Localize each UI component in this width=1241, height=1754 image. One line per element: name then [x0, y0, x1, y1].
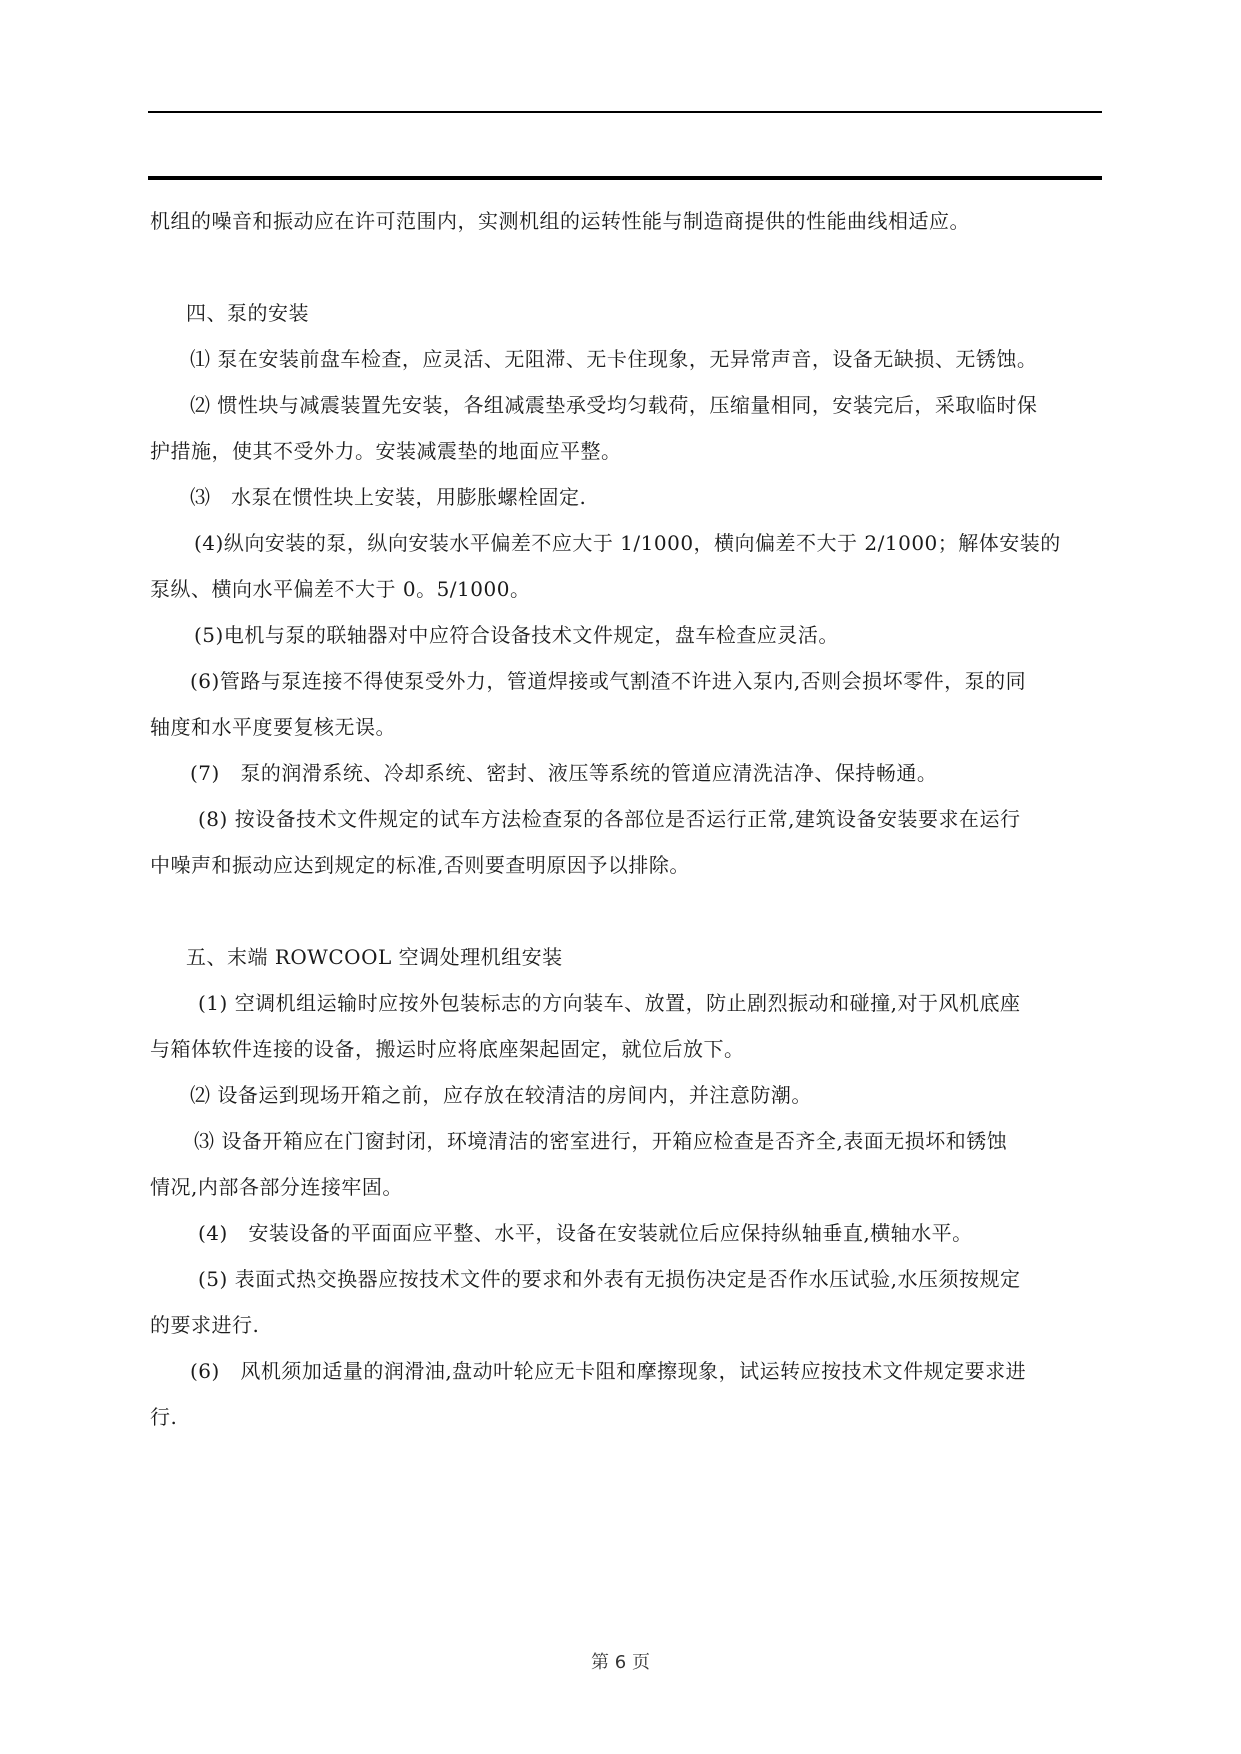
section-heading: 五、末端 ROWCOOL 空调处理机组安装 — [186, 945, 563, 969]
text-line: (5) 表面式热交换器应按技术文件的要求和外表有无损伤决定是否作水压试验,水压须按规定 — [198, 1267, 1021, 1291]
text-line: 机组的噪音和振动应在许可范围内，实测机组的运转性能与制造商提供的性能曲线相适应。 — [150, 209, 970, 233]
text-line: (6) 风机须加适量的润滑油,盘动叶轮应无卡阻和摩擦现象，试运转应按技术文件规定要求进 — [190, 1359, 1027, 1383]
text-line: 情况,内部各部分连接牢固。 — [150, 1175, 403, 1199]
text-line: (6)管路与泵连接不得使泵受外力，管道焊接或气割渣不许进入泵内,否则会损坏零件，泵的同 — [190, 669, 1027, 693]
text-line: 的要求进行. — [150, 1313, 260, 1337]
text-line: (8) 按设备技术文件规定的试车方法检查泵的各部位是否运行正常,建筑设备安装要求在运行 — [198, 807, 1021, 831]
text-line: 行. — [150, 1405, 178, 1429]
section-heading: 四、泵的安装 — [186, 301, 309, 325]
text-line: ⑵ 惯性块与减震装置先安装，各组减震垫承受均匀载荷，压缩量相同，安装完后，采取临时保 — [190, 393, 1038, 417]
text-line: ⑵ 设备运到现场开箱之前，应存放在较清洁的房间内，并注意防潮。 — [190, 1083, 812, 1107]
text-line: (5)电机与泵的联轴器对中应符合设备技术文件规定，盘车检查应灵活。 — [194, 623, 839, 647]
text-line: (4) 安装设备的平面面应平整、水平，设备在安装就位后应保持纵轴垂直,横轴水平。 — [198, 1221, 973, 1245]
page-number: 第 6 页 — [591, 1652, 650, 1673]
text-line: 中噪声和振动应达到规定的标准,否则要查明原因予以排除。 — [150, 853, 690, 877]
text-line: (4)纵向安装的泵，纵向安装水平偏差不应大于 1/1000，横向偏差不大于 2/1000；解体安装的 — [194, 531, 1061, 555]
header-rule-top — [148, 111, 1102, 113]
text-line: 与箱体软件连接的设备，搬运时应将底座架起固定，就位后放下。 — [150, 1037, 745, 1061]
text-line: (7) 泵的润滑系统、冷却系统、密封、液压等系统的管道应清洗洁净、保持畅通。 — [190, 761, 938, 785]
text-line: 泵纵、横向水平偏差不大于 0。5/1000。 — [150, 577, 531, 601]
document-body — [150, 198, 1100, 1440]
text-line: ⑴ 泵在安装前盘车检查，应灵活、无阻滞、无卡住现象，无异常声音，设备无缺损、无锈蚀。 — [190, 347, 1038, 371]
text-line: 轴度和水平度要复核无误。 — [150, 715, 396, 739]
text-line: (1) 空调机组运输时应按外包装标志的方向装车、放置，防止剧烈振动和碰撞,对于风机底座 — [198, 991, 1021, 1015]
text-line: ⑶ 设备开箱应在门窗封闭，环境清洁的密室进行，开箱应检查是否齐全,表面无损坏和锈蚀 — [194, 1129, 1008, 1153]
text-line: 护措施，使其不受外力。安装减震垫的地面应平整。 — [150, 439, 622, 463]
text-line: ⑶ 水泵在惯性块上安装，用膨胀螺栓固定. — [190, 485, 587, 509]
header-rule-bottom — [148, 176, 1102, 180]
